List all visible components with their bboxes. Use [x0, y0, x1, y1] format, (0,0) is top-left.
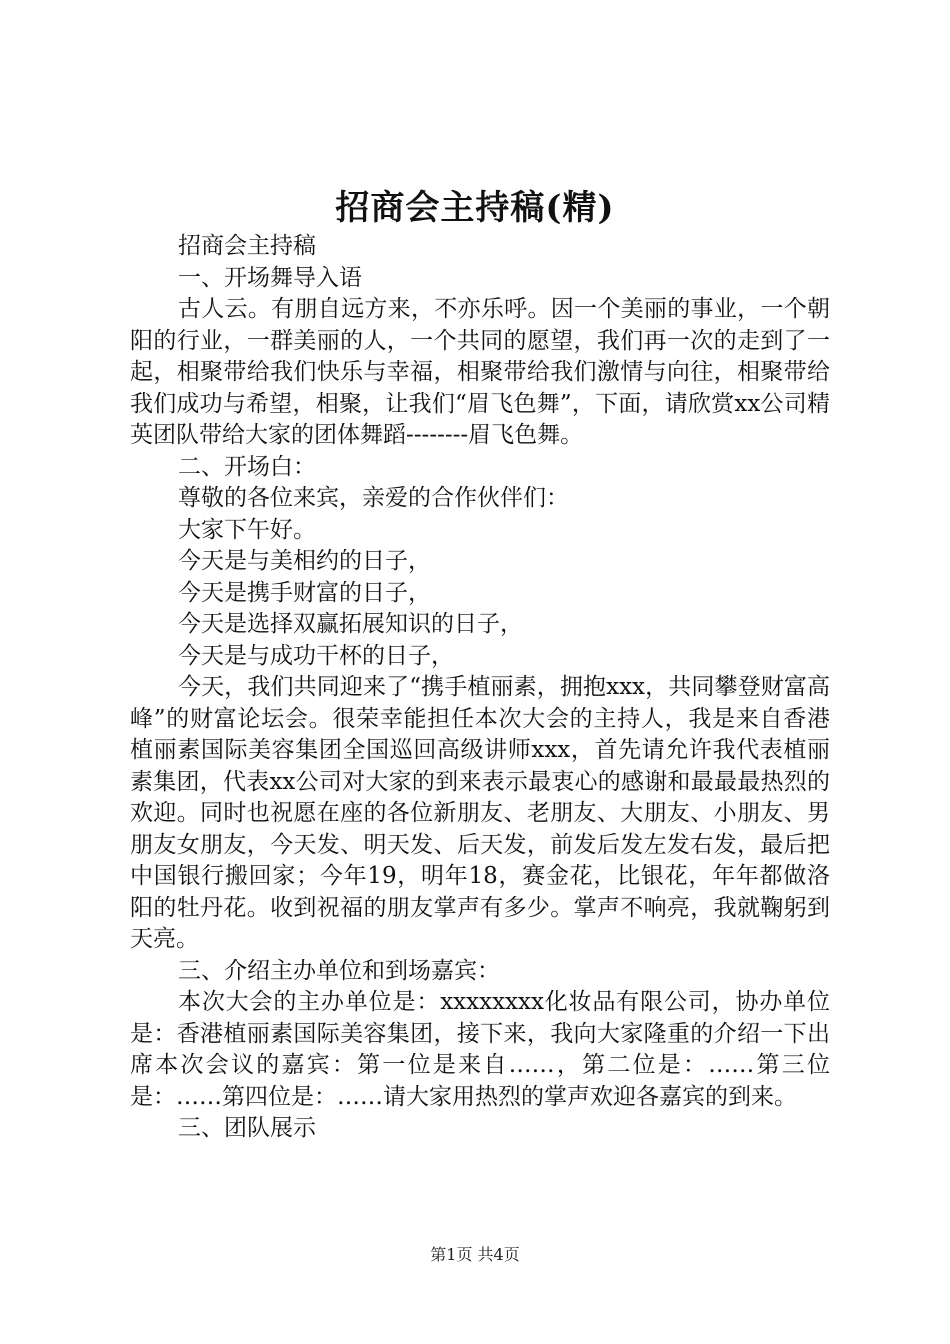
paragraph: 今天，我们共同迎来了“携手植丽素，拥抱xxx，共同攀登财富高峰”的财富论坛会。很荣幸能担任本次大会的主持人，我是来自香港植丽素国际美容集团全国巡回高级讲师xxx，首先请允许我代表植丽素集团，代表xx公司对大家的到来表示最衷心的感谢和最最最热烈的欢迎。同时也祝愿在座的各位新朋友、老朋友、大朋友、小朋友、男朋友女朋友，今天发、明天发、后天发，前发后发左发右发，最后把中国银行搬回家；今年19，明年18，赛金花，比银花，年年都做洛阳的牡丹花。收到祝福的朋友掌声有多少。掌声不响亮，我就鞠躬到天亮。	[130, 674, 830, 952]
document-body	[130, 231, 830, 1145]
paragraph: 今天是携手财富的日子，	[178, 579, 431, 606]
paragraph: 本次大会的主办单位是：xxxxxxxx化妆品有限公司，协办单位是：香港植丽素国际美容集团，接下来，我向大家隆重的介绍一下出席本次会议的嘉宾：第一位是来自……，第二位是：……第三位是：……第四位是：……请大家用热烈的掌声欢迎各嘉宾的到来。	[130, 989, 830, 1110]
paragraph: 一、开场舞导入语	[178, 264, 362, 291]
page-number-footer: 第1页 共4页	[430, 1245, 520, 1264]
paragraph: 古人云。有朋自远方来，不亦乐呼。因一个美丽的事业，一个朝阳的行业，一群美丽的人，一个共同的愿望，我们再一次的走到了一起，相聚带给我们快乐与幸福，相聚带给我们激情与向往，相聚带给我们成功与希望，相聚，让我们“眉飞色舞”，下面，请欣赏xx公司精英团队带给大家的团体舞蹈--------眉飞色舞。	[130, 296, 830, 448]
paragraph: 今天是选择双赢拓展知识的日子，	[178, 611, 523, 637]
paragraph: 今天是与成功干杯的日子，	[178, 642, 454, 669]
paragraph: 大家下午好。	[178, 516, 316, 543]
paragraph: 三、团队展示	[178, 1115, 316, 1141]
paragraph: 二、开场白：	[178, 453, 316, 480]
paragraph: 今天是与美相约的日子，	[178, 548, 431, 574]
paragraph: 三、介绍主办单位和到场嘉宾：	[178, 957, 500, 984]
paragraph: 尊敬的各位来宾，亲爱的合作伙伴们：	[178, 485, 569, 511]
document-title: 招商会主持稿(精)	[335, 188, 615, 228]
paragraph: 招商会主持稿	[178, 233, 316, 259]
